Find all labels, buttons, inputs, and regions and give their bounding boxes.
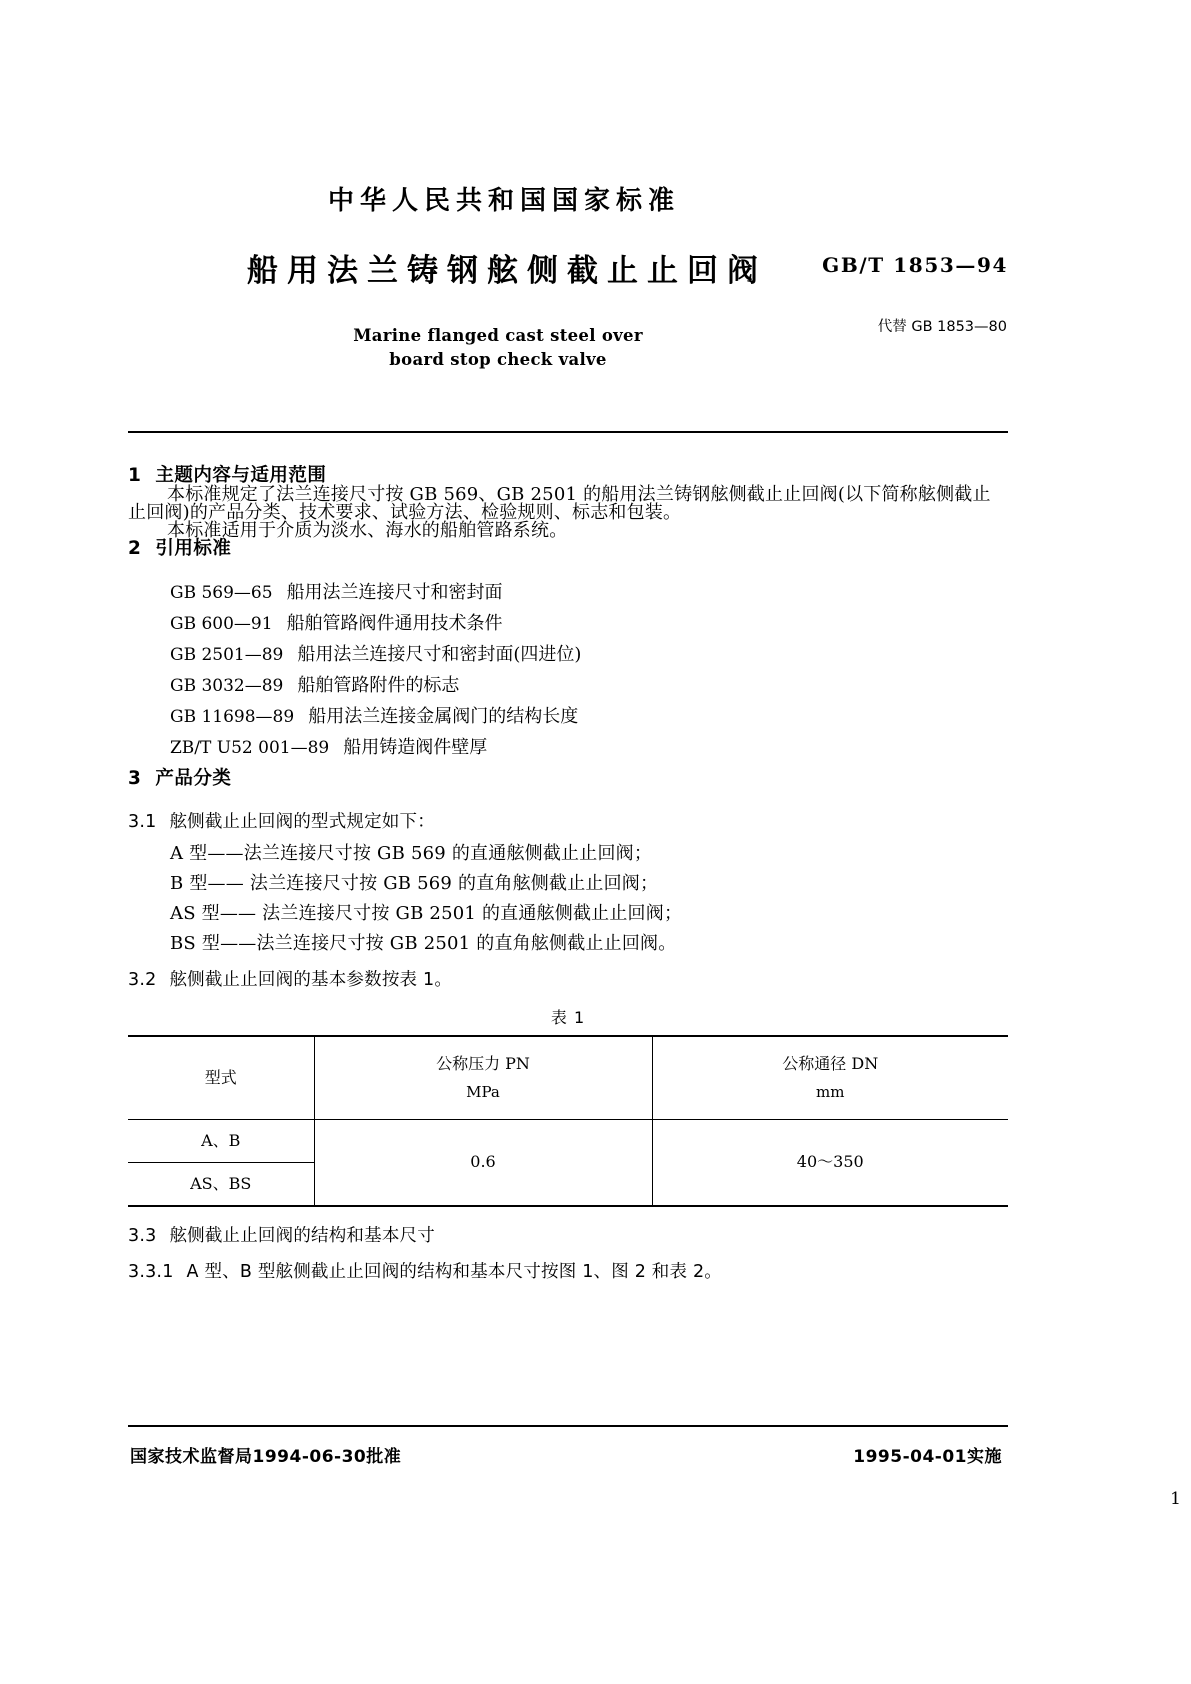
page-footer — [128, 1442, 1008, 1467]
standard-number: GB/T 1853—94 — [822, 253, 1008, 277]
reference-code: GB 569—65 — [170, 583, 273, 604]
table-header-dn-line1: 公称通径 DN — [782, 1054, 879, 1074]
clause-text-3-2: 舷侧截止止回阀的基本参数按表 1。 — [169, 970, 453, 991]
clause-3-2 — [128, 972, 1008, 990]
clause-number-3-1: 3.1 — [128, 811, 157, 832]
section-heading-2 — [128, 537, 1008, 559]
list-item: B 型—— 法兰连接尺寸按 GB 569 的直角舷侧截止止回阀； — [170, 873, 659, 895]
header-divider-rule — [128, 431, 1008, 433]
table-cell-type-ab: A、B — [128, 1119, 314, 1162]
clause-number-3-3: 3.3 — [128, 1225, 157, 1246]
clause-text-3-3-1: A 型、B 型舷侧截止止回阀的结构和基本尺寸按图 1、图 2 和表 2。 — [186, 1262, 722, 1283]
approval-authority-text: 国家技术监督局1994-06-30批准 — [130, 1447, 402, 1467]
section-title-1: 主题内容与适用范围 — [155, 465, 327, 487]
table-header-pn-line1: 公称压力 PN — [436, 1054, 530, 1074]
reference-code: GB 11698—89 — [170, 707, 295, 728]
table-header-dn — [652, 1036, 1008, 1120]
list-item: A 型——法兰连接尺寸按 GB 569 的直通舷侧截止止回阀； — [170, 843, 653, 865]
clause-text-3-1: 舷侧截止止回阀的型式规定如下： — [169, 811, 435, 832]
section-1-paragraph-2: 本标准适用于介质为淡水、海水的船舶管路系统。 — [167, 519, 568, 541]
page-content — [128, 0, 1008, 1282]
reference-code: GB 600—91 — [170, 614, 273, 635]
english-title-line-2: board stop check valve — [389, 349, 607, 369]
section-number-3: 3 — [128, 768, 142, 790]
list-item: AS 型—— 法兰连接尺寸按 GB 2501 的直通舷侧截止止回阀； — [170, 903, 683, 925]
footer-divider-rule — [128, 1425, 1008, 1427]
table-header-pn — [314, 1036, 652, 1120]
national-standard-header: 中华人民共和国国家标准 — [327, 186, 680, 216]
replaces-note: 代替 GB 1853—80 — [877, 319, 1007, 335]
reference-name: 船用铸造阀件壁厚 — [343, 737, 488, 759]
table-row — [128, 1119, 1008, 1162]
title-block — [128, 0, 1008, 371]
referenced-standards-list — [128, 584, 1008, 757]
english-title-line-1: Marine flanged cast steel over — [353, 326, 643, 346]
reference-name: 船舶管路附件的标志 — [297, 675, 460, 697]
list-item: BS 型——法兰连接尺寸按 GB 2501 的直角舷侧截止止回阀。 — [170, 933, 677, 955]
table-header-row — [128, 1036, 1008, 1120]
list-item — [128, 615, 1008, 633]
document-body — [128, 467, 1008, 1282]
section-1-paragraph-1: 本标准规定了法兰连接尺寸按 GB 569、GB 2501 的船用法兰铸钢舷侧截止止回阀(以下简称舷侧截止止回阀)的产品分类、技术要求、试验方法、检验规则、标志和包装。 — [128, 483, 991, 523]
reference-name: 船舶管路阀件通用技术条件 — [286, 613, 503, 635]
section-title-2: 引用标准 — [155, 537, 232, 559]
page-number: 1 — [1170, 1489, 1181, 1509]
reference-code: GB 2501—89 — [170, 645, 284, 666]
page-title: 船用法兰铸钢舷侧截止止回阀 — [247, 253, 767, 290]
table-cell-dn-value: 40～350 — [652, 1119, 1008, 1206]
list-item — [128, 739, 1008, 757]
reference-name: 船用法兰连接尺寸和密封面 — [286, 582, 503, 604]
implementation-date-text: 1995-04-01实施 — [853, 1447, 1002, 1467]
table-1 — [128, 1035, 1008, 1207]
reference-name: 船用法兰连接尺寸和密封面(四进位) — [297, 644, 582, 666]
section-title-3: 产品分类 — [155, 768, 232, 790]
list-item — [128, 708, 1008, 726]
reference-code: GB 3032—89 — [170, 676, 284, 697]
table-cell-type-asbs: AS、BS — [128, 1162, 314, 1206]
clause-3-1 — [128, 811, 1008, 832]
clause-number-3-2: 3.2 — [128, 970, 157, 991]
clause-text-3-3: 舷侧截止止回阀的结构和基本尺寸 — [169, 1225, 435, 1246]
list-item — [128, 646, 1008, 664]
english-title — [128, 324, 868, 371]
section-number-2: 2 — [128, 537, 142, 559]
reference-code: ZB/T U52 001—89 — [170, 738, 330, 759]
table-header-dn-unit: mm — [816, 1082, 845, 1101]
clause-3-3 — [128, 1225, 1008, 1246]
section-heading-3 — [128, 770, 1008, 789]
valve-type-list — [128, 845, 1008, 953]
table-cell-pn-value: 0.6 — [314, 1119, 652, 1206]
table-1-caption: 表 1 — [550, 1007, 586, 1027]
section-heading-1 — [128, 467, 1008, 486]
section-number-1: 1 — [128, 465, 142, 487]
list-item — [128, 584, 1008, 602]
table-header-pn-unit: MPa — [466, 1082, 500, 1101]
clause-3-3-1 — [128, 1264, 1008, 1282]
reference-name: 船用法兰连接金属阀门的结构长度 — [308, 706, 579, 728]
table-header-type: 型式 — [128, 1036, 314, 1120]
list-item — [128, 677, 1008, 695]
clause-number-3-3-1: 3.3.1 — [128, 1262, 174, 1283]
